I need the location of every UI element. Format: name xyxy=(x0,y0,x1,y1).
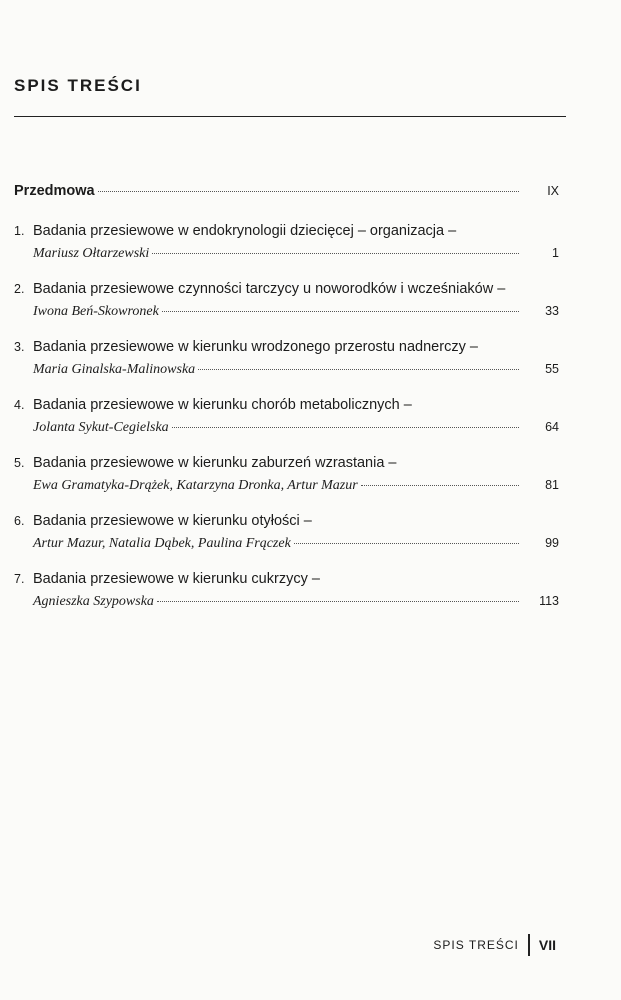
chapter-author: Maria Ginalska-Malinowska xyxy=(33,362,196,377)
toc-entry-chapter-1[interactable] xyxy=(14,220,559,265)
chapter-title: Badania przesiewowe w kierunku chorób metabolicznych – xyxy=(33,397,412,413)
page-number: 64 xyxy=(545,420,559,434)
page-number: 81 xyxy=(545,478,559,492)
toc-entry-chapter-3[interactable] xyxy=(14,336,559,381)
chapter-number: 2. xyxy=(14,282,25,296)
title-rule xyxy=(14,116,566,117)
chapter-title: Badania przesiewowe w kierunku otyłości – xyxy=(33,513,312,529)
page-number: 55 xyxy=(545,362,559,376)
dot-leader xyxy=(294,543,519,544)
chapter-number: 5. xyxy=(14,456,25,470)
dot-leader xyxy=(162,311,519,312)
dot-leader xyxy=(98,191,519,192)
chapter-number: 3. xyxy=(14,340,25,354)
preface-label: Przedmowa xyxy=(14,183,95,199)
page-folio: VII xyxy=(538,937,556,953)
toc-entry-chapter-2[interactable] xyxy=(14,278,559,323)
page-number: 99 xyxy=(545,536,559,550)
toc-entry-preface[interactable] xyxy=(14,180,559,202)
dot-leader xyxy=(198,369,519,370)
chapter-number: 7. xyxy=(14,572,25,586)
page-number: 33 xyxy=(545,304,559,318)
running-footer-label: SPIS TREŚCI xyxy=(433,938,519,952)
chapter-author: Artur Mazur, Natalia Dąbek, Paulina Frączek xyxy=(33,536,291,551)
chapter-number: 1. xyxy=(14,224,25,238)
toc-entry-chapter-6[interactable] xyxy=(14,510,559,555)
page-footer xyxy=(433,934,556,956)
toc-entry-chapter-4[interactable] xyxy=(14,394,559,439)
page-number: 113 xyxy=(539,594,559,608)
chapter-title: Badania przesiewowe czynności tarczycy u noworodków i wcześniaków – xyxy=(33,281,506,297)
dot-leader xyxy=(361,485,519,486)
chapter-title: Badania przesiewowe w kierunku zaburzeń wzrastania – xyxy=(33,455,397,471)
toc-entry-chapter-5[interactable] xyxy=(14,452,559,497)
chapter-author: Agnieszka Szypowska xyxy=(33,594,154,609)
page-number: 1 xyxy=(552,246,559,260)
page-title: SPIS TREŚCI xyxy=(14,76,142,95)
footer-divider xyxy=(528,934,530,956)
page-number: IX xyxy=(547,184,559,198)
chapter-title: Badania przesiewowe w endokrynologii dziecięcej – organizacja – xyxy=(33,223,457,239)
dot-leader xyxy=(172,427,519,428)
chapter-title: Badania przesiewowe w kierunku cukrzycy – xyxy=(33,571,320,587)
dot-leader xyxy=(157,601,519,602)
chapter-author: Ewa Gramatyka-Drążek, Katarzyna Dronka, Artur Mazur xyxy=(33,478,358,493)
toc-entry-chapter-7[interactable] xyxy=(14,568,559,613)
chapter-author: Jolanta Sykut-Cegielska xyxy=(33,420,169,435)
chapter-author: Mariusz Ołtarzewski xyxy=(33,246,150,261)
chapter-number: 4. xyxy=(14,398,25,412)
chapter-author: Iwona Beń-Skowronek xyxy=(33,304,159,319)
chapter-title: Badania przesiewowe w kierunku wrodzonego przerostu nadnerczy – xyxy=(33,339,478,355)
dot-leader xyxy=(152,253,519,254)
chapter-number: 6. xyxy=(14,514,25,528)
